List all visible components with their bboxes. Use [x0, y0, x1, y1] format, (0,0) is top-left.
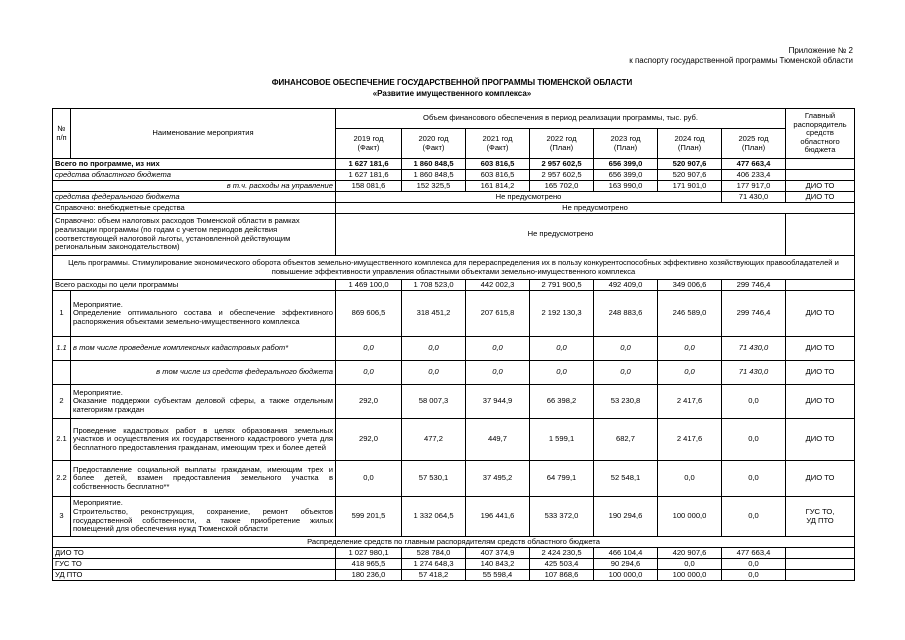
tax-row [53, 214, 855, 256]
value-cell: 0,0 [530, 361, 594, 385]
value-cell: 603 816,5 [466, 159, 530, 170]
federal-2025: 71 430,0 [722, 192, 786, 203]
activity-num: 3 [53, 497, 71, 537]
manager-line: ДИО ТО [805, 434, 835, 444]
value-cell: 492 409,0 [594, 280, 658, 291]
value-cell: 1 469 100,0 [336, 280, 402, 291]
value-cell: 37 495,2 [466, 461, 530, 497]
value-cell: 533 372,0 [530, 497, 594, 537]
activity-num: 1 [53, 291, 71, 337]
activity-row [53, 419, 855, 461]
value-cell: 66 398,2 [530, 385, 594, 419]
value-cell: 0,0 [594, 337, 658, 361]
distribution-label: ДИО ТО [53, 548, 336, 559]
value-cell: 1 627 181,6 [336, 170, 402, 181]
year-label: 2021 год [482, 133, 513, 143]
manager-cell [786, 461, 855, 497]
summary-row [53, 170, 855, 181]
value-cell: 603 816,5 [466, 170, 530, 181]
value-cell: 1 027 980,1 [336, 548, 402, 559]
distribution-row [53, 570, 855, 581]
manager-line: ДИО ТО [805, 396, 835, 406]
manager-cell [786, 337, 855, 361]
value-cell: 1 708 523,0 [402, 280, 466, 291]
value-cell: 177 917,0 [722, 181, 786, 192]
value-cell: 0,0 [466, 337, 530, 361]
value-cell: 299 746,4 [722, 280, 786, 291]
year-label: 2019 год [353, 133, 384, 143]
year-kind: (Факт) [357, 142, 380, 152]
value-cell: 0,0 [594, 361, 658, 385]
header-row [53, 109, 855, 129]
manager-cell [786, 548, 855, 559]
activity-row [53, 361, 855, 385]
activity-label [71, 461, 336, 497]
summary-label: Всего по программе, из них [53, 159, 336, 170]
activity-label [71, 337, 336, 361]
value-cell: 1 860 848,5 [402, 159, 466, 170]
extrabudget-row [53, 203, 855, 214]
activity-row [53, 337, 855, 361]
value-cell: 682,7 [594, 419, 658, 461]
year-kind: (Факт) [486, 142, 509, 152]
value-cell: 1 860 848,5 [402, 170, 466, 181]
value-cell: 152 325,5 [402, 181, 466, 192]
value-cell: 248 883,6 [594, 291, 658, 337]
year-header [466, 129, 530, 159]
year-kind: (План) [741, 142, 766, 152]
value-cell: 246 589,0 [658, 291, 722, 337]
value-cell: 0,0 [658, 361, 722, 385]
manager-cell [786, 559, 855, 570]
summary-row [53, 159, 855, 170]
year-header [336, 129, 402, 159]
value-cell: 0,0 [658, 461, 722, 497]
activity-num: 2.2 [53, 461, 71, 497]
value-cell: 656 399,0 [594, 170, 658, 181]
value-cell: 2 957 602,5 [530, 170, 594, 181]
activity-label-line: Проведение кадастровых работ в целях образования земельных участков и осуществления их государственного кадастрового учета для бесплатного предоставления гражданам, имеющим трех и более детей [73, 425, 333, 452]
header-num: № п/п [53, 109, 71, 159]
goal-total-row [53, 280, 855, 291]
header-name: Наименование мероприятия [71, 109, 336, 159]
activity-label-line: Мероприятие. [73, 299, 123, 309]
value-cell: 0,0 [402, 361, 466, 385]
value-cell: 0,0 [336, 461, 402, 497]
value-cell: 2 417,6 [658, 419, 722, 461]
value-cell: 0,0 [722, 497, 786, 537]
distribution-title-row [53, 537, 855, 548]
activity-label-line: Строительство, реконструкция, сохранение, ремонт объектов государственной собственности, а также приобретение жилых помещений для обеспечения нужд Тюменской области [73, 506, 333, 534]
value-cell: 0,0 [722, 461, 786, 497]
year-kind: (План) [677, 142, 702, 152]
value-cell: 1 599,1 [530, 419, 594, 461]
year-label: 2022 год [546, 133, 577, 143]
activity-num: 2 [53, 385, 71, 419]
value-cell: 477,2 [402, 419, 466, 461]
year-header [594, 129, 658, 159]
value-cell: 2 424 230,5 [530, 548, 594, 559]
value-cell: 0,0 [722, 570, 786, 581]
year-label: 2023 год [610, 133, 641, 143]
activity-label-line: в том числе из средств федерального бюджета [156, 367, 333, 377]
value-cell: 161 814,2 [466, 181, 530, 192]
manager-cell [786, 170, 855, 181]
program-goal: Цель программы. Стимулирование экономического оборота объектов земельно-имущественного комплекса для перераспределения их в пользу конкурентоспособных эффективно хозяйствующих правообладателей и повышение эффективности управления областными объектами земельно-имущественного комплекса [53, 256, 855, 280]
value-cell: 656 399,0 [594, 159, 658, 170]
manager-line: ДИО ТО [805, 308, 835, 318]
manager-cell: ДИО ТО [786, 181, 855, 192]
value-cell: 0,0 [466, 361, 530, 385]
value-cell: 165 702,0 [530, 181, 594, 192]
value-cell: 107 868,6 [530, 570, 594, 581]
value-cell: 299 746,4 [722, 291, 786, 337]
annex-line-1: Приложение № 2 [788, 46, 853, 55]
year-header [402, 129, 466, 159]
value-cell: 55 598,4 [466, 570, 530, 581]
activity-num [53, 361, 71, 385]
value-cell: 0,0 [530, 337, 594, 361]
distribution-label: УД ПТО [53, 570, 336, 581]
federal-row [53, 192, 855, 203]
document-title: ФИНАНСОВОЕ ОБЕСПЕЧЕНИЕ ГОСУДАРСТВЕННОЙ ПРОГРАММЫ ТЮМЕНСКОЙ ОБЛАСТИ [271, 78, 633, 87]
distribution-title: Распределение средств по главным распорядителям средств областного бюджета [53, 537, 855, 548]
program-name: «Развитие имущественного комплекса» [372, 89, 532, 98]
summary-row [53, 181, 855, 192]
activity-label-line: Мероприятие. [73, 387, 123, 397]
value-cell: 599 201,5 [336, 497, 402, 537]
value-cell: 349 006,6 [658, 280, 722, 291]
year-kind: (План) [549, 142, 574, 152]
value-cell: 520 907,6 [658, 159, 722, 170]
value-cell: 477 663,4 [722, 548, 786, 559]
manager-cell [786, 419, 855, 461]
manager-line: УД ПТО [806, 515, 834, 525]
year-header [658, 129, 722, 159]
year-label: 2024 год [674, 133, 705, 143]
year-header [530, 129, 594, 159]
manager-cell [786, 361, 855, 385]
extrabudget-label: Справочно: внебюджетные средства [53, 203, 336, 214]
activity-label [71, 419, 336, 461]
activity-label-line: Предоставление социальной выплаты гражданам, имеющим трех и более детей, взамен предоставления земельного участка в собственность бесплатно** [73, 464, 333, 491]
annex-line-2: к паспорту государственной программы Тюменской области [629, 56, 853, 65]
manager-cell [786, 570, 855, 581]
manager-line: ДИО ТО [805, 343, 835, 353]
value-cell: 190 294,6 [594, 497, 658, 537]
value-cell: 100 000,0 [658, 497, 722, 537]
extrabudget-note: Не предусмотрено [336, 203, 855, 214]
value-cell: 37 944,9 [466, 385, 530, 419]
value-cell: 2 957 602,5 [530, 159, 594, 170]
value-cell: 418 965,5 [336, 559, 402, 570]
value-cell: 2 791 900,5 [530, 280, 594, 291]
value-cell: 425 503,4 [530, 559, 594, 570]
value-cell: 57 530,1 [402, 461, 466, 497]
value-cell: 2 192 130,3 [530, 291, 594, 337]
value-cell: 1 332 064,5 [402, 497, 466, 537]
manager-cell [786, 280, 855, 291]
value-cell: 158 081,6 [336, 181, 402, 192]
manager-line: ДИО ТО [805, 367, 835, 377]
value-cell: 466 104,4 [594, 548, 658, 559]
manager-cell [786, 291, 855, 337]
value-cell: 196 441,6 [466, 497, 530, 537]
manager-cell: ДИО ТО [786, 192, 855, 203]
value-cell: 140 843,2 [466, 559, 530, 570]
activity-label [71, 291, 336, 337]
value-cell: 171 901,0 [658, 181, 722, 192]
activity-label [71, 385, 336, 419]
activity-row [53, 497, 855, 537]
summary-label: средства областного бюджета [53, 170, 336, 181]
value-cell: 64 799,1 [530, 461, 594, 497]
activity-num: 2.1 [53, 419, 71, 461]
value-cell: 292,0 [336, 419, 402, 461]
value-cell: 0,0 [336, 337, 402, 361]
value-cell: 180 236,0 [336, 570, 402, 581]
value-cell: 1 627 181,6 [336, 159, 402, 170]
activity-label-line: Оказание поддержки субъектам деловой сферы, а также отдельным категориям граждан [73, 396, 333, 414]
activity-row [53, 461, 855, 497]
value-cell: 71 430,0 [722, 361, 786, 385]
manager-cell [786, 159, 855, 170]
value-cell: 0,0 [722, 559, 786, 570]
header-volume: Объем финансового обеспечения в период реализации программы, тыс. руб. [336, 109, 786, 129]
value-cell: 318 451,2 [402, 291, 466, 337]
value-cell: 406 233,4 [722, 170, 786, 181]
distribution-label: ГУС ТО [53, 559, 336, 570]
federal-note: Не предусмотрено [336, 192, 722, 203]
activity-label-line: Определение оптимального состава и обеспечение эффективного распоряжения объектами земельно-имущественного комплекса [73, 308, 333, 326]
value-cell: 407 374,9 [466, 548, 530, 559]
value-cell: 0,0 [722, 385, 786, 419]
value-cell: 90 294,6 [594, 559, 658, 570]
value-cell: 53 230,8 [594, 385, 658, 419]
year-kind: (План) [613, 142, 638, 152]
activity-label [71, 497, 336, 537]
activity-row [53, 291, 855, 337]
summary-label: в т.ч. расходы на управление [53, 181, 336, 192]
year-label: 2020 год [418, 133, 449, 143]
value-cell: 0,0 [658, 337, 722, 361]
value-cell: 2 417,6 [658, 385, 722, 419]
tax-note: Не предусмотрено [336, 214, 786, 256]
goal-row [53, 256, 855, 280]
value-cell: 869 606,5 [336, 291, 402, 337]
value-cell: 57 418,2 [402, 570, 466, 581]
tax-manager [786, 214, 855, 256]
value-cell: 477 663,4 [722, 159, 786, 170]
value-cell: 71 430,0 [722, 337, 786, 361]
activity-num: 1.1 [53, 337, 71, 361]
activity-label-line: Мероприятие. [73, 498, 123, 508]
year-kind: (Факт) [422, 142, 445, 152]
value-cell: 100 000,0 [658, 570, 722, 581]
activity-label [71, 361, 336, 385]
value-cell: 100 000,0 [594, 570, 658, 581]
value-cell: 442 002,3 [466, 280, 530, 291]
value-cell: 0,0 [722, 419, 786, 461]
value-cell: 292,0 [336, 385, 402, 419]
value-cell: 528 784,0 [402, 548, 466, 559]
finance-table [52, 108, 855, 581]
header-manager: Главный распорядитель средств областного бюджета [786, 109, 855, 159]
value-cell: 449,7 [466, 419, 530, 461]
value-cell: 52 548,1 [594, 461, 658, 497]
federal-label: средства федерального бюджета [53, 192, 336, 203]
distribution-row [53, 548, 855, 559]
annex-caption [629, 46, 853, 66]
value-cell: 207 615,8 [466, 291, 530, 337]
activity-row [53, 385, 855, 419]
manager-cell [786, 385, 855, 419]
value-cell: 58 007,3 [402, 385, 466, 419]
value-cell: 0,0 [402, 337, 466, 361]
year-label: 2025 год [738, 133, 769, 143]
year-header [722, 129, 786, 159]
value-cell: 0,0 [336, 361, 402, 385]
goal-total-label: Всего расходы по цели программы [53, 280, 336, 291]
value-cell: 420 907,6 [658, 548, 722, 559]
value-cell: 163 990,0 [594, 181, 658, 192]
manager-cell [786, 497, 855, 537]
manager-line: ДИО ТО [805, 473, 835, 483]
value-cell: 0,0 [658, 559, 722, 570]
value-cell: 520 907,6 [658, 170, 722, 181]
manager-line: ГУС ТО, [805, 506, 835, 516]
activity-label-line: в том числе проведение комплексных кадастровых работ* [73, 343, 289, 353]
tax-label: Справочно: объем налоговых расходов Тюменской области в рамках реализации программы (по годам с учетом периодов действия соответствующей налоговой льготы, установленной действующим региональным законодательством) [53, 214, 336, 256]
value-cell: 1 274 648,3 [402, 559, 466, 570]
distribution-row [53, 559, 855, 570]
